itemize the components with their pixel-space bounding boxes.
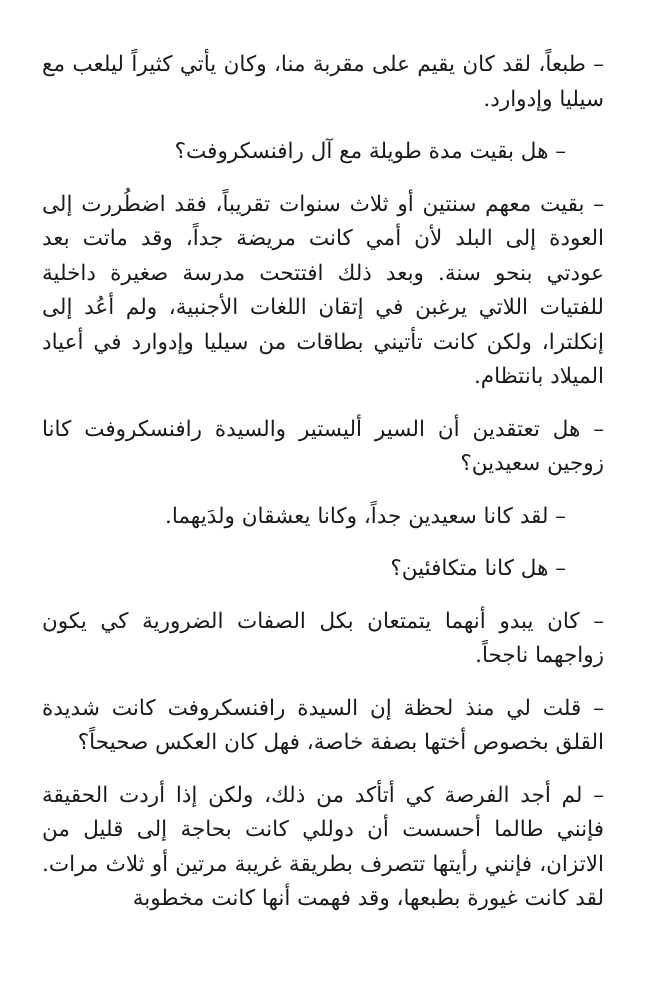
paragraph-6: – هل كانا متكافئين؟ bbox=[390, 556, 566, 581]
paragraph-9: – لم أجد الفرصة كي أتأكد من ذلك، ولكن إذا أردت الحقيقة فإنني طالما أحسست أن دوللي كانت بحاجة إلى قليل من الاتزان، فإنني رأيتها تتصرف بطريقة غريبة مرتين أو ثلاث مرات. لقد كانت غيورة بطبعها، وقد فهمت أنها كانت مخطوبة bbox=[42, 782, 604, 911]
paragraph-2: – هل بقيت مدة طويلة مع آل رافنسكروفت؟ bbox=[174, 139, 566, 164]
paragraph-1: – طبعاً، لقد كان يقيم على مقربة منا، وكان يأتي كثيراً ليلعب مع سيليا وإدوارد. bbox=[42, 52, 604, 112]
paragraph-4: – هل تعتقدين أن السير أليستير والسيدة رافنسكروفت كانا زوجين سعيدين؟ bbox=[42, 416, 604, 476]
paragraph-3: – بقيت معهم سنتين أو ثلاث سنوات تقريباً، فقد اضطُررت إلى العودة إلى البلد لأن أمي كانت مريضة جداً، وقد ماتت بعد عودتي بنحو سنة. وبعد ذلك افتتحت مدرسة صغيرة داخلية للفتيات اللاتي يرغبن في إتقان اللغات الأجنبية، ولم أعُد إلى إنكلترا، ولكن كانت تأتيني بطاقات من سيليا وإدوارد في أعياد الميلاد بانتظام. bbox=[42, 191, 604, 389]
paragraph-8: – قلت لي منذ لحظة إن السيدة رافنسكروفت كانت شديدة القلق بخصوص أختها بصفة خاصة، فهل كان العكس صحيحاً؟ bbox=[42, 695, 604, 755]
paragraph-7: – كان يبدو أنهما يتمتعان بكل الصفات الضرورية كي يكون زواجهما ناجحاً. bbox=[42, 608, 604, 668]
paragraph-5: – لقد كانا سعيدين جداً، وكانا يعشقان ولدَيهما. bbox=[164, 503, 566, 529]
book-page bbox=[0, 48, 651, 935]
